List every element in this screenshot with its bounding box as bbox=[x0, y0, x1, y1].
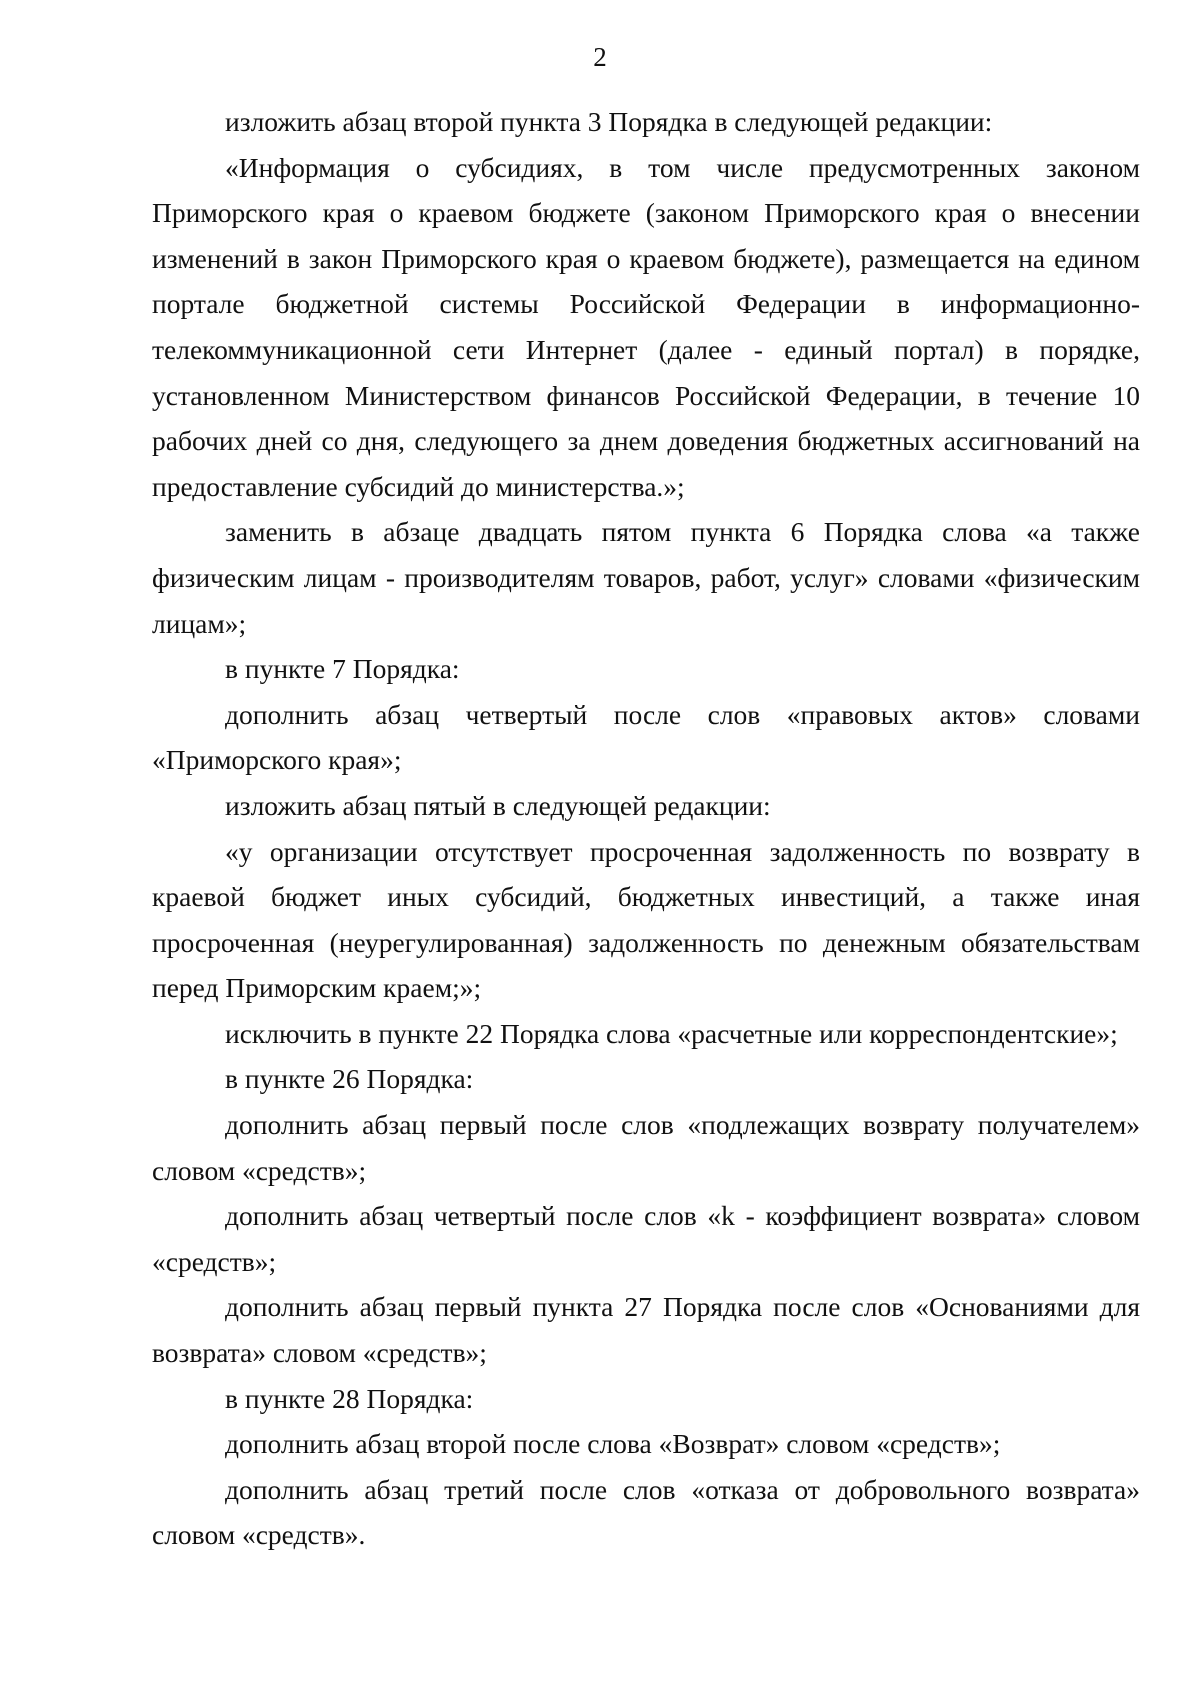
paragraph: в пункте 7 Порядка: bbox=[225, 653, 460, 685]
paragraph: дополнить абзац второй после слова «Возврат» словом «средств»; bbox=[225, 1428, 1001, 1460]
paragraph: «у организации отсутствует просроченная задолженность по возврату в краевой бюджет иных субсидий, бюджетных инвестиций, а также иная просроченная (неурегулированная) задолженность по денежным обязательствам перед Приморским краем;»; bbox=[152, 835, 1140, 1004]
paragraph: «Информация о субсидиях, в том числе предусмотренных законом Приморского края о краевом бюджете (законом Приморского края о внесении изменений в закон Приморского края о краевом бюджете), размещается на едином портале бюджетной системы Российской Федерации в информационно-телекоммуникационной сети Интернет (далее - единый портал) в порядке, установленном Министерством финансов Российской Федерации, в течение 10 рабочих дней со дня, следующего за днем доведения бюджетных ассигнований на предоставление субсидий до министерства.»; bbox=[152, 151, 1140, 502]
paragraph: изложить абзац второй пункта 3 Порядка в следующей редакции: bbox=[225, 106, 993, 137]
paragraph: дополнить абзац первый пункта 27 Порядка после слов «Основаниями для возврата» словом «средств»; bbox=[152, 1291, 1140, 1369]
document-body bbox=[152, 99, 1140, 1558]
paragraph: дополнить абзац четвертый после слов «k - коэффициент возврата» словом «средств»; bbox=[152, 1200, 1140, 1277]
paragraph: исключить в пункте 22 Порядка слова «расчетные или корреспондентские»; bbox=[225, 1017, 1118, 1049]
paragraph: дополнить абзац третий после слов «отказа от добровольного возврата» словом «средств». bbox=[152, 1473, 1140, 1551]
paragraph: дополнить абзац первый после слов «подлежащих возврату получателем» словом «средств»; bbox=[152, 1109, 1140, 1186]
paragraph: заменить в абзаце двадцать пятом пункта 6 Порядка слова «а также физическим лицам - производителям товаров, работ, услуг» словами «физическим лицам»; bbox=[152, 516, 1140, 639]
paragraph: в пункте 28 Порядка: bbox=[225, 1382, 474, 1414]
paragraph: в пункте 26 Порядка: bbox=[225, 1063, 474, 1095]
paragraph: дополнить абзац четвертый после слов «правовых актов» словами «Приморского края»; bbox=[152, 698, 1140, 776]
paragraph: изложить абзац пятый в следующей редакции: bbox=[225, 789, 771, 821]
page-number: 2 bbox=[593, 42, 607, 72]
